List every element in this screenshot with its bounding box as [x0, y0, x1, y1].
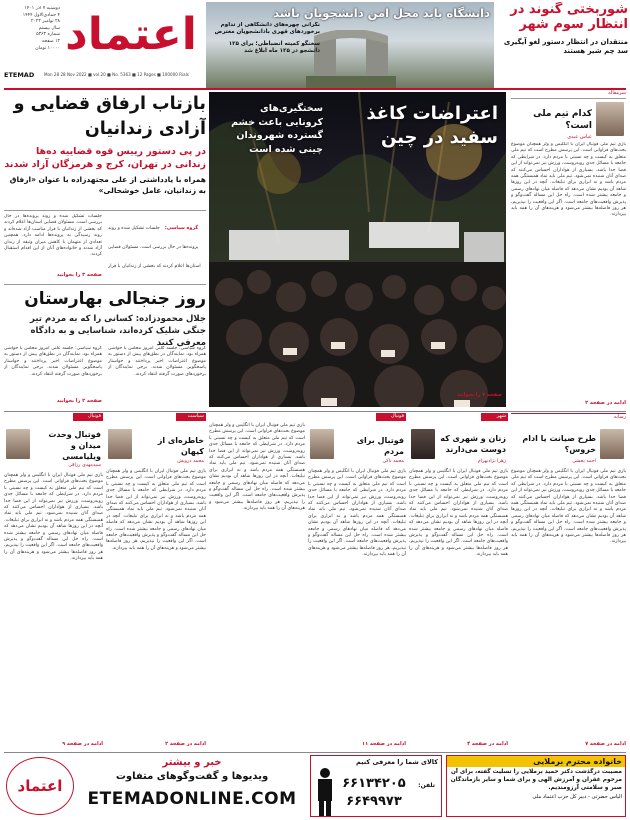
section-author: محمد درویش — [177, 459, 204, 464]
lead-body: جلسات تشکیل شده و روند پرونده‌ها در حال بررسی است. مسئولان قضایی استان‌ها اعلام کردند که بخشی از زندانیان با قرار — [108, 226, 201, 269]
lead-label: گروه سیاسی: — [164, 226, 199, 231]
condolence-ad[interactable] — [446, 755, 626, 817]
section-football-people[interactable] — [308, 413, 406, 751]
website-logo — [6, 757, 74, 815]
teaser-university-bullets — [210, 22, 320, 56]
china-more[interactable]: صفحه ۷ را بخوانید — [456, 392, 502, 398]
date-line: ۴ جمادی‌الاول ۱۴۴۴ — [22, 12, 60, 18]
editorial-more[interactable]: ادامه در صفحه ۲ — [585, 400, 626, 406]
lead-body-col-right — [108, 214, 206, 280]
lead-body-cont: جلسات تشکیل شده و روند پرونده‌ها در حال بررسی است. مسئولان قضایی استان‌ها اعلام کردند که بخشی از زندانیان با قرار مناسب آزاد شده‌اند و روند رسیدگی به پرونده‌ها ادامه دارد. همچنین تعدادی از متهمان با کاهش میزان وثیقه از زندان آزاد شدند و خانواده‌های آنان از این اقدام استقبال کردند. — [4, 214, 102, 258]
editorial-tag: سرمقاله — [608, 90, 626, 96]
baharestan-body-left — [4, 346, 102, 398]
phone-number-1[interactable]: ۶۶۱۳۴۲۰۵ — [342, 776, 406, 791]
section-body: بازی تیم ملی فوتبال ایران با انگلیس و ولز همچنان موضوع بحث‌های فراوانی است. این پرسش مطرح است که تیم ملی متعلق به کیست و چه نسبتی با مردم دارد. در شرایطی که جامعه با مسائل جدی روبه‌روست، ورزش نیز نمی‌تواند از این فضا جدا باشد. بسیاری از هواداران احساس می‌کنند که صدای آنان شنیده نمی‌شود. تیم ملی باید نماد همبستگی همه مردم باشد و نه ابزاری برای تبلیغات. آنچه در این روزها شاهد آن بودیم نشان می‌دهد که فاصله میان نهادهای رسمی و جامعه بیشتر شده است. راه حل این مساله گفت‌وگو و پذیرش واقعیت‌های جامعه است. اگر این واقعیت را نپذیریم، هر روز فاصله‌ها بیشتر می‌شود و هزینه‌های آن را همه باید بپردازند. — [308, 469, 406, 558]
baharestan-body: گروه سیاسی: جلسه علنی امروز مجلس با حواشی همراه بود. نمایندگان در نطق‌های پیش از دستور به موضوع اعتراضات اخیر پرداختند و خواستار پاسخگویی مسئولان شدند. برخی نمایندگان از برخوردهای صورت گرفته انتقاد کردند. — [108, 346, 206, 377]
date-line: ۱۲ صفحه — [41, 38, 60, 44]
phone-label: تلفن: — [418, 782, 435, 789]
author-photo — [411, 429, 435, 459]
section-more[interactable]: ادامه در صفحه ۹ — [62, 741, 103, 747]
section-body: بازی تیم ملی فوتبال ایران با انگلیس و ولز همچنان موضوع بحث‌های فراوانی است. این پرسش مطرح است که تیم ملی متعلق به کیست و چه نسبتی با مردم دارد. در شرایطی که جامعه با مسائل جدی روبه‌روست، ورزش نیز نمی‌تواند از این فضا جدا باشد. بسیاری از هواداران احساس می‌کنند که صدای آنان شنیده نمی‌شود. تیم ملی باید نماد همبستگی همه مردم باشد و نه ابزاری برای تبلیغات. آنچه در این روزها شاهد آن بودیم نشان می‌دهد که فاصله میان نهادهای رسمی و جامعه بیشتر شده است. راه حل این مساله گفت‌وگو و پذیرش واقعیت‌های جامعه است. اگر این واقعیت را نپذیریم، هر روز فاصله‌ها بیشتر می‌شود و هزینه‌های آن را همه باید بپردازند. — [4, 473, 103, 562]
author-photo — [6, 429, 30, 459]
china-sub: سختگیری‌های کرونایی باعث خشم گسترده شهروندان چینی شده است — [231, 103, 323, 155]
section-title: زنان و شهری که دوست می‌دارند — [440, 434, 506, 454]
baharestan-more[interactable]: صفحه ۲ را بخوانید — [56, 398, 102, 404]
section-media[interactable] — [511, 413, 626, 751]
section-body: بازی تیم ملی فوتبال ایران با انگلیس و ولز همچنان موضوع بحث‌های فراوانی است. این پرسش مطرح است که تیم ملی متعلق به کیست و چه نسبتی با مردم دارد. در شرایطی که جامعه با مسائل جدی روبه‌روست، ورزش نیز نمی‌تواند از این فضا جدا باشد. بسیاری از هواداران احساس می‌کنند که صدای آنان شنیده نمی‌شود. تیم ملی باید نماد همبستگی همه مردم باشد و نه ابزاری برای تبلیغات. آنچه در این روزها شاهد آن بودیم نشان می‌دهد که فاصله میان نهادهای رسمی و جامعه بیشتر شده است. راه حل این مساله گفت‌وگو و پذیرش واقعیت‌های جامعه است. اگر این واقعیت را نپذیریم، هر روز فاصله‌ها بیشتر می‌شود و هزینه‌های آن را همه باید بپردازند. — [106, 469, 206, 551]
date-line: ۲۸ نوامبر ۲۰۲۲ — [30, 19, 60, 25]
divider — [4, 284, 206, 285]
date-line: ۱۰۰۰۰ تومان — [35, 45, 60, 51]
section-rule — [4, 411, 626, 412]
website-url[interactable]: ETEMADONLINE.COM — [87, 789, 297, 809]
teaser-gonvand-body: منتقدان در انتظار دستور لغو آیگیری سد چم شیر هستند — [503, 38, 628, 55]
section-body: بازی تیم ملی فوتبال ایران با انگلیس و ولز همچنان موضوع بحث‌های فراوانی است. این پرسش مطرح است که تیم ملی متعلق به کیست و چه نسبتی با مردم دارد. در شرایطی که جامعه با مسائل جدی روبه‌روست، ورزش نیز نمی‌تواند از این فضا جدا باشد. بسیاری از هواداران احساس می‌کنند که صدای آنان شنیده نمی‌شود. تیم ملی باید نماد همبستگی همه مردم باشد و نه ابزاری برای تبلیغات. آنچه در این روزها شاهد آن بودیم نشان می‌دهد که فاصله میان نهادهای رسمی و جامعه بیشتر شده است. راه حل این مساله گفت‌وگو و پذیرش واقعیت‌های جامعه است. اگر این واقعیت را نپذیریم، هر روز فاصله‌ها بیشتر می‌شود و هزینه‌های آن را همه باید بپردازند. — [409, 469, 508, 558]
section-more[interactable]: ادامه در صفحه ۴ — [467, 741, 508, 747]
baharestan-sub: جلال محمودزاده: کسانی را که به مردم تیر جنگی شلیک کرده‌اند، شناسایی و به دادگاه معرفی کنید — [30, 314, 206, 348]
bullet-2: سخنگو کمیته انضباطی؛ برای ۱۲۵ دانشجو در ۱۲۵ ماه ابلاغ شد — [228, 40, 320, 55]
lead-body-col-left — [4, 214, 102, 272]
section-politics[interactable] — [106, 413, 206, 751]
editorial-title: کدام تیم ملی است؟ — [533, 109, 592, 131]
teaser-gonvand[interactable] — [497, 2, 628, 86]
logo-latin: ETEMAD — [4, 71, 35, 79]
editorial-body: بازی تیم ملی فوتبال ایران با انگلیس و ولز همچنان موضوع بحث‌های فراوانی است. این پرسش مطرح است که تیم ملی متعلق به کیست و چه نسبتی با مردم دارد. در شرایطی که جامعه با مسائل جدی روبه‌روست، ورزش نیز نمی‌تواند از این فضا جدا باشد. بسیاری از هواداران احساس می‌کنند که صدای آنان شنیده نمی‌شود. تیم ملی باید نماد همبستگی همه مردم باشد و نه ابزاری برای تبلیغات. آنچه در این روزها شاهد آن بودیم نشان می‌دهد که فاصله میان نهادهای رسمی و جامعه بیشتر شده است. راه حل این مساله گفت‌وگو و پذیرش واقعیت‌های جامعه است. اگر این واقعیت را نپذیریم، هر روز فاصله‌ها بیشتر می‌شود و هزینه‌های آن را همه باید بپردازند. — [511, 142, 626, 218]
section-tag-bar — [511, 413, 626, 421]
china-title: اعتراضات کاغذ سفید در چین — [366, 103, 498, 148]
date-line: سال بیستم — [38, 25, 60, 31]
section-author: زهرا نژادبهرام — [477, 459, 506, 464]
phone-number-2[interactable]: ۶۶۴۹۹۷۳ — [346, 794, 402, 809]
author-photo — [596, 102, 624, 136]
section-more[interactable]: ادامه در صفحه ۷ — [585, 741, 626, 747]
section-more[interactable]: ادامه در صفحه ۱۱ — [362, 741, 406, 747]
lead-more[interactable]: صفحه ۳ را بخوانید — [56, 272, 102, 278]
divider — [511, 98, 626, 99]
editorial-column[interactable] — [511, 90, 626, 408]
author-photo — [310, 429, 334, 459]
section-title: طرح صیانت یا ادام خروس؟ — [522, 434, 596, 454]
phone-ad-title: کالای شما را معرفی کنیم — [356, 758, 438, 766]
editorial-author: عباس عبدی — [567, 134, 592, 140]
logo-text: اعتماد — [65, 9, 197, 60]
author-photo — [600, 429, 624, 459]
masthead — [0, 0, 630, 88]
lead-sub: در پی دستور رییس قوه قضاییه ده‌ها زندانی در تهران، کرج و هرمزگان آزاد شدند — [4, 146, 206, 170]
baharestan-body-right — [108, 346, 206, 406]
section-title: فوتبال وحدت میدان و ویلیامسی — [48, 430, 101, 461]
lead-title: بازتاب ارفاق قضایی و آزادی زندانیان — [13, 94, 206, 139]
section-tag: فوتبال — [390, 413, 404, 419]
section-city[interactable] — [409, 413, 508, 751]
website-line1: خبر و بیشتر — [162, 757, 222, 768]
section-football-unity[interactable] — [4, 413, 103, 751]
china-protest-photo — [209, 92, 506, 407]
website-logo-text: اعتماد — [17, 777, 63, 795]
date-line: دوشنبه ۷ آذر ۱۴۰۱ — [24, 6, 60, 11]
teaser-university[interactable] — [206, 2, 494, 88]
continuation-body: بازی تیم ملی فوتبال ایران با انگلیس و ولز همچنان موضوع بحث‌های فراوانی است. این پرسش مطرح است که تیم ملی متعلق به کیست و چه نسبتی با مردم دارد. در شرایطی که جامعه با مسائل جدی روبه‌روست، ورزش نیز نمی‌تواند از این فضا جدا باشد. بسیاری از هواداران احساس می‌کنند که صدای آنان شنیده نمی‌شود. تیم ملی باید نماد همبستگی همه مردم باشد و نه ابزاری برای تبلیغات. آنچه در این روزها شاهد آن بودیم نشان می‌دهد که فاصله میان نهادهای رسمی و جامعه بیشتر شده است. راه حل این مساله گفت‌وگو و پذیرش واقعیت‌های جامعه است. اگر این واقعیت را نپذیریم، هر روز فاصله‌ها بیشتر می‌شود و هزینه‌های آن را همه باید بپردازند. — [209, 423, 305, 512]
website-ad[interactable] — [4, 755, 306, 817]
divider — [4, 210, 206, 211]
lead-sub2: همراه با یادداشتی از علی مجتهدزاده با عنوان «ارفاق به زندانیان، عامل خوشحالی» — [9, 175, 206, 195]
lead-body-wrap — [4, 214, 206, 280]
section-title: خاطره‌ای از کیهان — [157, 436, 204, 456]
section-author: احمد بخشی — [572, 459, 596, 464]
section-tag: فوتبال — [87, 413, 101, 419]
logo[interactable] — [60, 2, 202, 76]
condolence-title: خانواده محترم برملایی — [447, 756, 625, 767]
section-title: فوتبال برای مردم — [356, 436, 404, 456]
condolence-body: مصیبت درگذشت دکتر حمید برملایی را تسلیت گفته، برای آن مرحوم غفران و آمرزش الهی و برای شما و سایر بازماندگان صبر و سلامتی آرزومندیم. — [450, 769, 622, 791]
section-tag: شهر — [496, 413, 506, 419]
website-line2: ویدیوها و گفت‌وگوهای متفاوت — [115, 771, 269, 782]
person-silhouette-icon — [315, 766, 335, 816]
section-tag: سیاست — [187, 413, 204, 419]
baharestan-title: روز جنجالی بهارستان — [24, 289, 206, 309]
baharestan-body-cont: گروه سیاسی: جلسه علنی امروز مجلس با حواشی همراه بود. نمایندگان در نطق‌های پیش از دستور به موضوع اعتراضات اخیر پرداختند و خواستار پاسخگویی مسئولان شدند. برخی نمایندگان از برخوردهای صورت گرفته انتقاد کردند. — [4, 346, 102, 377]
condolence-sign: الیاس حضرتی - دبیر کل حزب اعتماد ملی — [532, 794, 622, 801]
date-block — [4, 6, 60, 70]
section-author: سیدمهدی رزاقی — [68, 463, 101, 468]
section-more[interactable]: ادامه در صفحه ۲ — [165, 741, 206, 747]
baharestan-body-wrap — [4, 346, 206, 406]
issue-strip: Mon 28 28 Nov 2022 ■ vol.20 ■ No. 5363 ■ 12 Pages ■ 100000 Rials — [44, 72, 189, 77]
teaser-gonvand-title: شوربختی گنوند در انتظار سوم شهر — [510, 2, 628, 32]
baharestan-story[interactable] — [4, 284, 206, 408]
phone-ad[interactable] — [310, 755, 442, 817]
bullet-1: نگرانی چهره‌های دانشگاهی از تداوم برخوردهای قهری بادانشجویان معترض — [214, 22, 320, 36]
section-continuation — [209, 413, 305, 751]
section-tag: رسانه — [613, 414, 626, 420]
teaser-university-title: دانشگاه باید محل امن دانشجویان باشد — [273, 6, 490, 20]
ads-rule — [4, 752, 626, 753]
section-body: بازی تیم ملی فوتبال ایران با انگلیس و ولز همچنان موضوع بحث‌های فراوانی است. این پرسش مطرح است که تیم ملی متعلق به کیست و چه نسبتی با مردم دارد. در شرایطی که جامعه با مسائل جدی روبه‌روست، ورزش نیز نمی‌تواند از این فضا جدا باشد. بسیاری از هواداران احساس می‌کنند که صدای آنان شنیده نمی‌شود. تیم ملی باید نماد همبستگی همه مردم باشد و نه ابزاری برای تبلیغات. آنچه در این روزها شاهد آن بودیم نشان می‌دهد که فاصله میان نهادهای رسمی و جامعه بیشتر شده است. راه حل این مساله گفت‌وگو و پذیرش واقعیت‌های جامعه است. اگر این واقعیت را نپذیریم، هر روز فاصله‌ها بیشتر می‌شود و هزینه‌های آن را همه باید بپردازند. — [511, 469, 626, 545]
lead-story[interactable] — [4, 92, 206, 282]
china-title-box — [366, 102, 498, 150]
author-photo — [108, 429, 132, 459]
china-sub-box — [227, 102, 323, 156]
date-line: شماره ۵۳۶۳ — [36, 32, 60, 38]
section-author: محمد تاکی — [382, 459, 404, 464]
